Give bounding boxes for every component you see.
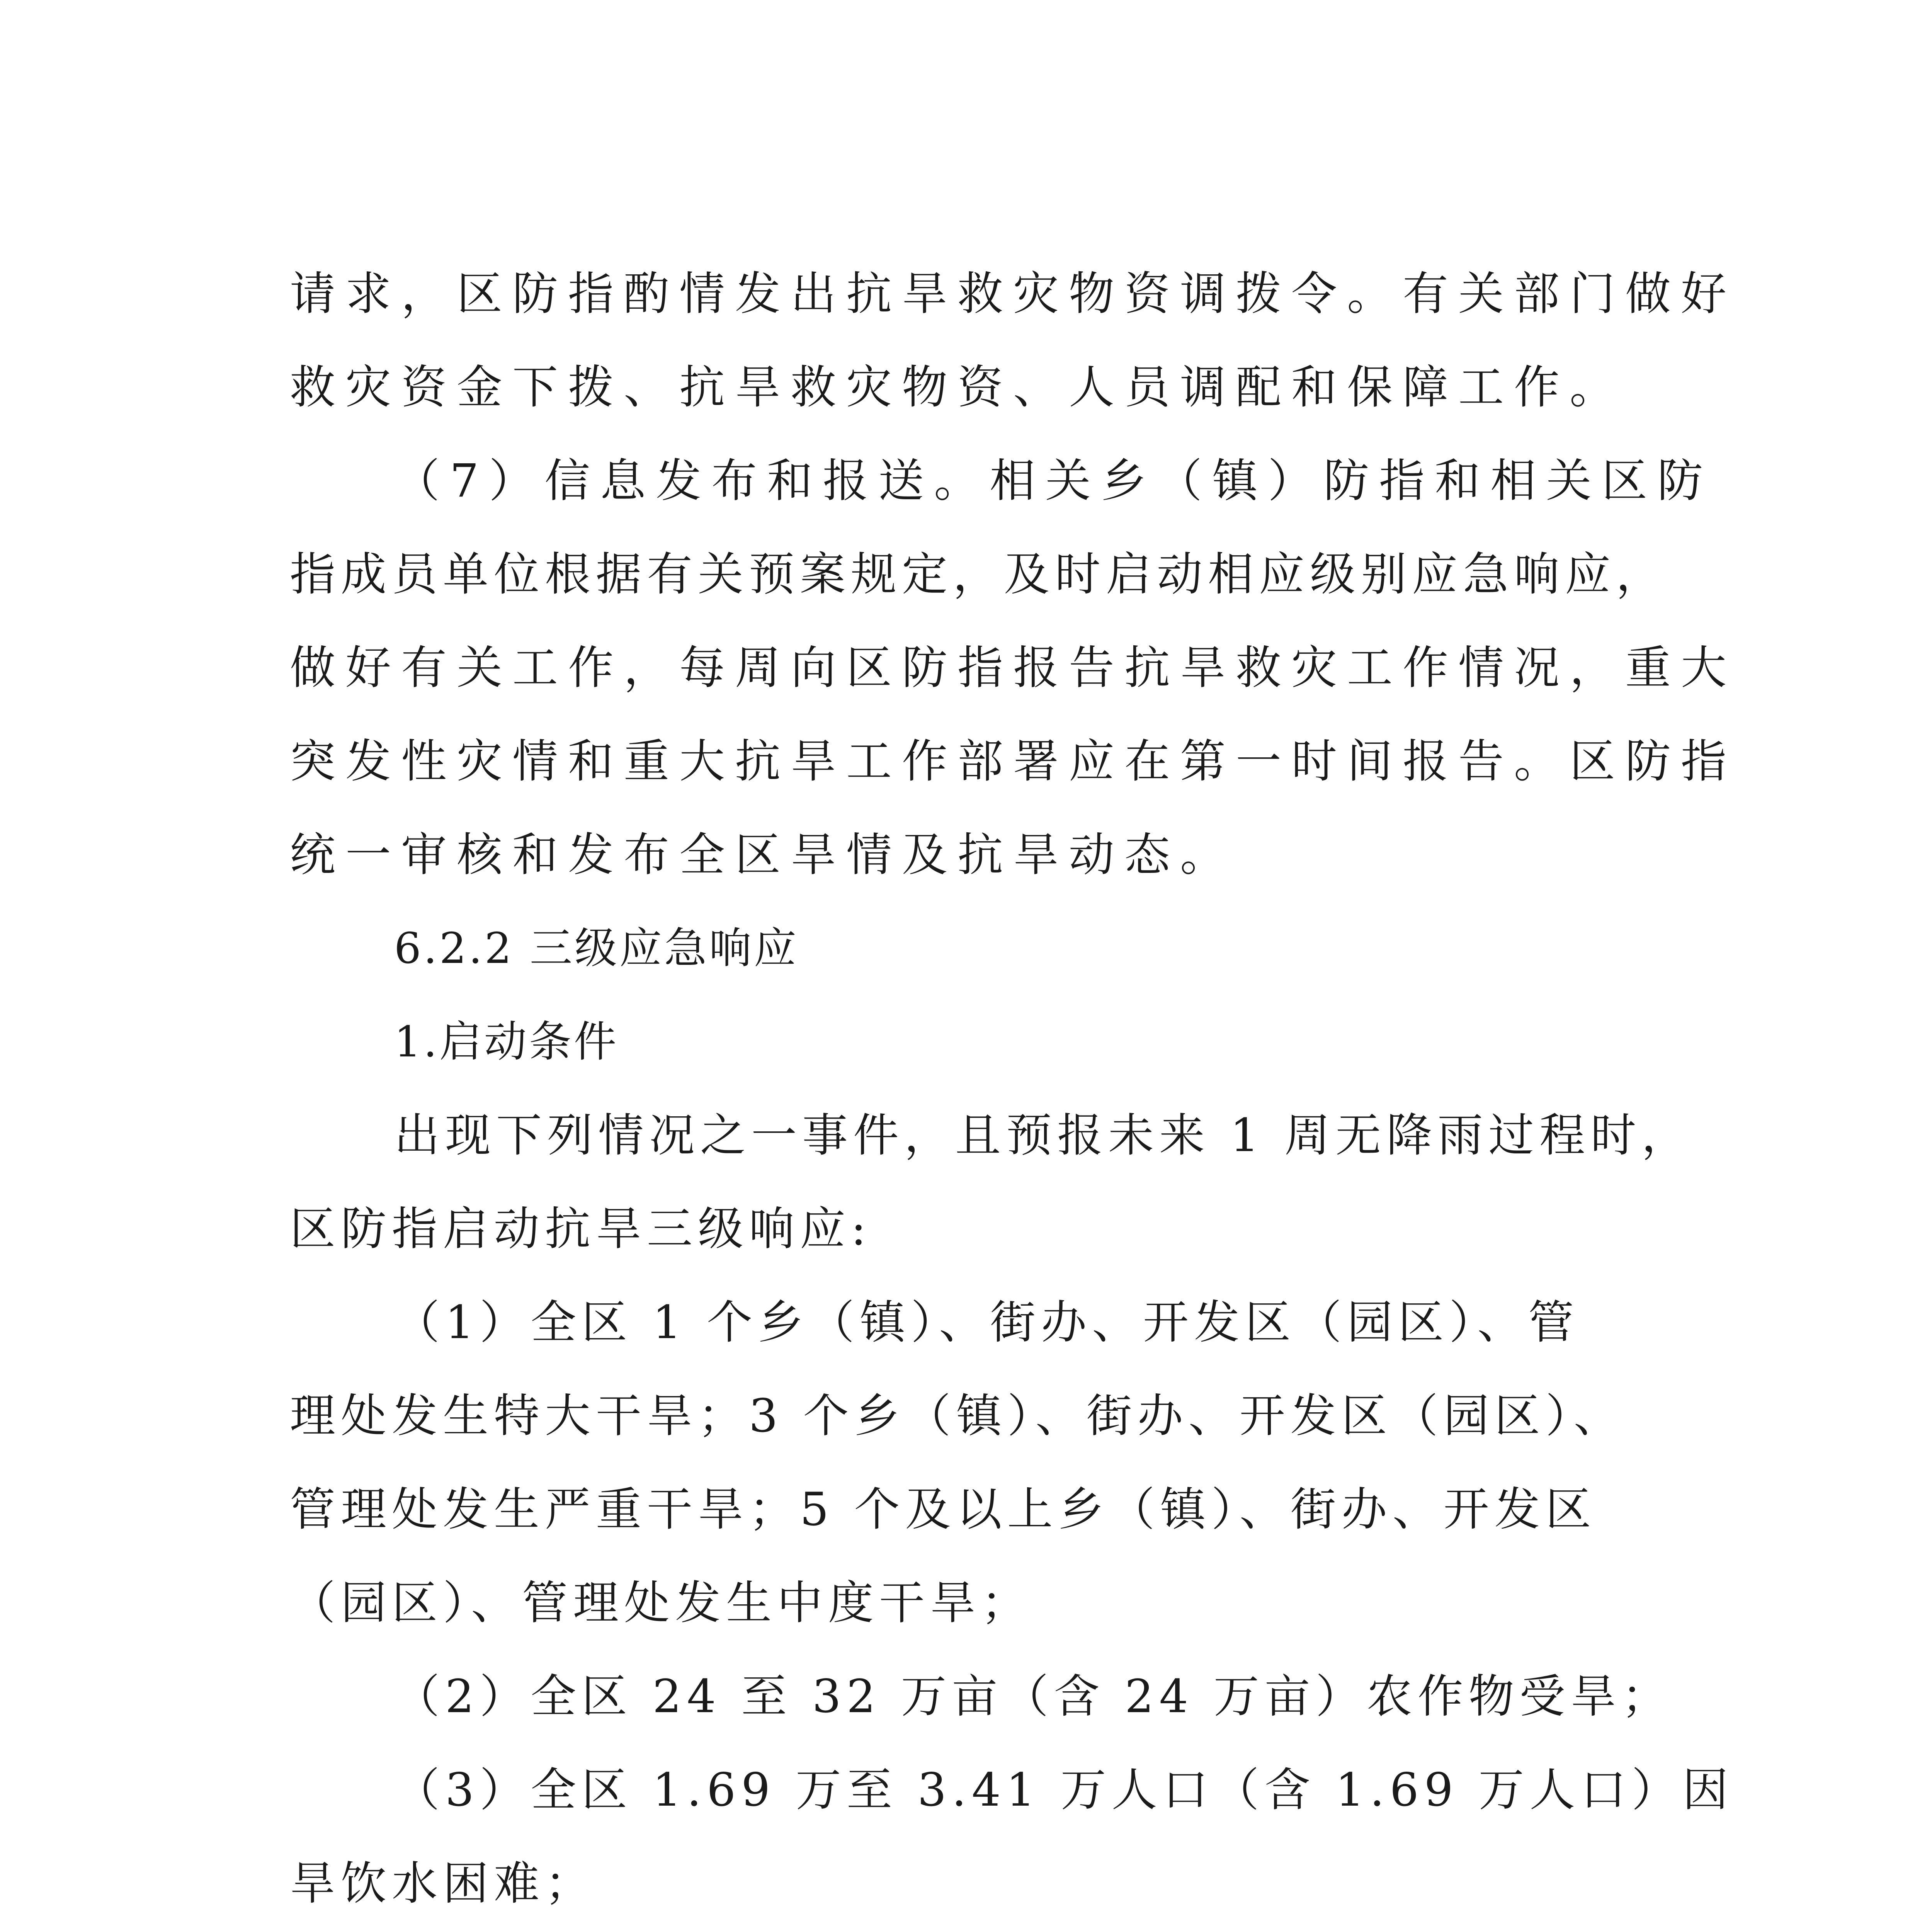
body-line-12: （1）全区 1 个乡（镇）、街办、开发区（园区）、管: [394, 1296, 1580, 1349]
body-line-10: 出现下列情况之一事件，且预报未来 1 周无降雨过程时，: [394, 1109, 1693, 1162]
section-heading: 6.2.2 三级应急响应: [394, 923, 799, 973]
body-line-7: 统一审核和发布全区旱情及抗旱动态。: [290, 828, 1236, 881]
body-line-3: （7）信息发布和报送。相关乡（镇）防指和相关区防: [394, 454, 1713, 507]
body-line-17: （3）全区 1.69 万至 3.41 万人口（含 1.69 万人口）因: [394, 1763, 1734, 1816]
body-line-15: （园区）、管理处发生中度干旱；: [290, 1576, 1032, 1629]
body-line-18: 旱饮水困难；: [290, 1857, 596, 1910]
body-line-5: 做好有关工作，每周向区防指报告抗旱救灾工作情况，重大: [290, 641, 1737, 694]
body-line-11: 区防指启动抗旱三级响应:: [290, 1202, 872, 1255]
body-line-16: （2）全区 24 至 32 万亩（含 24 万亩）农作物受旱；: [394, 1670, 1673, 1723]
body-line-6: 突发性灾情和重大抗旱工作部署应在第一时间报告。区防指: [290, 735, 1737, 788]
subsection-heading-start-conditions: 1.启动条件: [394, 1017, 619, 1066]
body-line-1: 请求，区防指酌情发出抗旱救灾物资调拨令。有关部门做好: [290, 267, 1737, 320]
body-line-14: 管理处发生严重干旱；5 个及以上乡（镇）、街办、开发区: [290, 1483, 1597, 1536]
body-line-2: 救灾资金下拨、抗旱救灾物资、人员调配和保障工作。: [290, 361, 1626, 414]
body-line-4: 指成员单位根据有关预案规定，及时启动相应级别应急响应，: [290, 548, 1667, 601]
body-line-13: 理处发生特大干旱；3 个乡（镇）、街办、开发区（园区）、: [290, 1389, 1625, 1442]
